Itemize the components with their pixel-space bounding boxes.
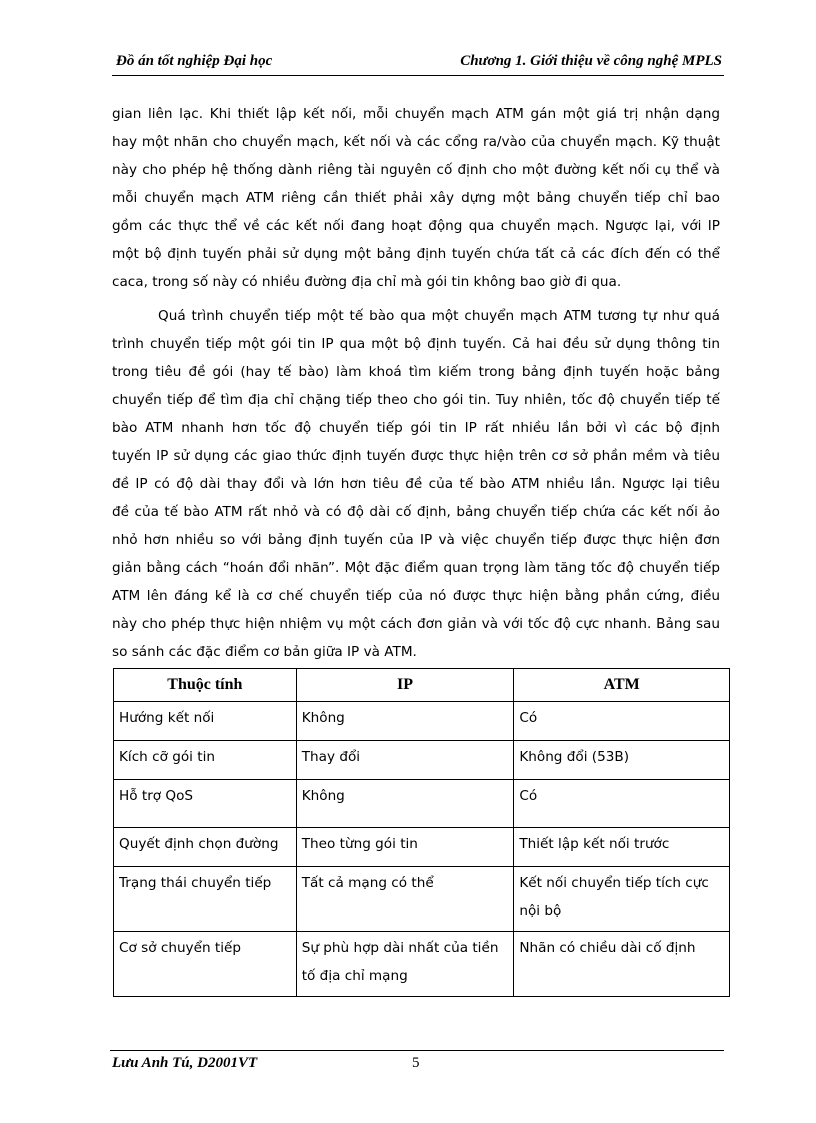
table-cell: Theo từng gói tin (296, 828, 514, 867)
table-row (114, 867, 730, 932)
text-line: này cho phép thực hiện nhiệm vụ một cách đơn giản và với tốc độ cực nhanh. Bảng sau (112, 616, 720, 632)
text-line: so sánh các đặc điểm cơ bản giữa IP và ATM. (112, 644, 417, 660)
table-cell: Có (514, 780, 730, 828)
column-header-attribute: Thuộc tính (114, 669, 297, 702)
text-line: giản bằng cách “hoán đổi nhãn”. Một đặc điểm quan trọng làm tăng tốc độ chuyển tiếp (112, 560, 720, 576)
text-line: đề của tế bào ATM rất nhỏ và có độ dài cố định, bảng chuyển tiếp chứa các kết nối ảo (112, 504, 720, 520)
table-cell: Cơ sở chuyển tiếp (114, 932, 297, 997)
text-line: gian liên lạc. Khi thiết lập kết nối, mỗi chuyển mạch ATM gán một giá trị nhận dạng (112, 106, 720, 122)
text-line: trình chuyển tiếp một gói tin IP qua một bộ định tuyến. Cả hai đều sử dụng thông tin (112, 336, 720, 352)
table-cell: Tất cả mạng có thể (296, 867, 514, 932)
table-cell: Không (296, 702, 514, 741)
text-line: trong tiêu đề gói (hay tế bào) làm khoá tìm kiếm trong bảng định tuyến hoặc bảng (112, 364, 720, 380)
table-cell: Không (296, 780, 514, 828)
text-line: Quá trình chuyển tiếp một tế bào qua một chuyển mạch ATM tương tự như quá (158, 308, 720, 324)
page-number: 5 (412, 1055, 420, 1071)
table-cell: Hướng kết nối (114, 702, 297, 741)
paragraph-2 (112, 302, 720, 666)
column-header-ip: IP (296, 669, 514, 702)
table-cell: Kết nối chuyển tiếp tích cực nội bộ (514, 867, 730, 932)
table-row (114, 932, 730, 997)
table-cell: Có (514, 702, 730, 741)
text-line: bào ATM nhanh hơn tốc độ chuyển tiếp gói tin IP rất nhiều lần bởi vì các bộ định (112, 420, 720, 436)
page-header (112, 51, 724, 76)
text-line: hay một nhãn cho chuyển mạch, kết nối và các cổng ra/vào của chuyển mạch. Kỹ thuật (112, 134, 720, 150)
table-row (114, 780, 730, 828)
text-line: tuyến IP sử dụng các giao thức định tuyến được thực hiện trên cơ sở phần mềm và tiêu (112, 448, 720, 464)
text-line: chuyển tiếp để tìm địa chỉ chặng tiếp theo cho gói tin. Tuy nhiên, tốc độ chuyển tiếp tế (112, 392, 720, 408)
text-line: đề IP có độ dài thay đổi và lớn hơn tiêu đề của tế bào ATM nhiều lần. Ngược lại tiêu (112, 476, 720, 492)
table-cell: Nhãn có chiều dài cố định (514, 932, 730, 997)
table-row (114, 828, 730, 867)
table-cell: Không đổi (53B) (514, 741, 730, 780)
ip-atm-comparison-table (113, 668, 730, 997)
text-line: gồm các thực thể về các kết nối đang hoạt động qua chuyển mạch. Ngược lại, với IP (112, 218, 720, 234)
text-line: ATM lên đáng kể là cơ chế chuyển tiếp của nó được thực hiện bằng phần cứng, điều (112, 588, 720, 604)
body-text (112, 100, 720, 666)
text-line: nhỏ hơn nhiều so với bảng định tuyến của IP và việc chuyển tiếp được thực hiện đơn (112, 532, 720, 548)
table-cell: Trạng thái chuyển tiếp (114, 867, 297, 932)
table-cell: Sự phù hợp dài nhất của tiền tố địa chỉ mạng (296, 932, 514, 997)
text-line: mỗi chuyển mạch ATM riêng cần thiết phải xây dựng một bảng chuyển tiếp chỉ bao (112, 190, 720, 206)
header-document-title: Đồ án tốt nghiệp Đại học (116, 53, 273, 69)
table-row (114, 741, 730, 780)
footer-author: Lưu Anh Tú, D2001VT (112, 1055, 258, 1071)
page-footer (110, 1050, 724, 1077)
text-line: này cho phép hệ thống dành riêng tài nguyên cố định cho một đường kết nối cụ thể và (112, 162, 720, 178)
table-cell: Quyết định chọn đường (114, 828, 297, 867)
header-chapter-title: Chương 1. Giới thiệu về công nghệ MPLS (460, 53, 722, 69)
table-cell: Kích cỡ gói tin (114, 741, 297, 780)
table-row (114, 702, 730, 741)
table-cell: Hỗ trợ QoS (114, 780, 297, 828)
text-line: caca, trong số này có nhiều đường địa chỉ mà gói tin không bao giờ đi qua. (112, 274, 622, 290)
table-cell: Thay đổi (296, 741, 514, 780)
text-line: một bộ định tuyến phải sử dụng một bảng định tuyến chứa tất cả các đích đến có thể (112, 246, 720, 262)
table-cell: Thiết lập kết nối trước (514, 828, 730, 867)
paragraph-1 (112, 100, 720, 296)
table-header-row (114, 669, 730, 702)
column-header-atm: ATM (514, 669, 730, 702)
